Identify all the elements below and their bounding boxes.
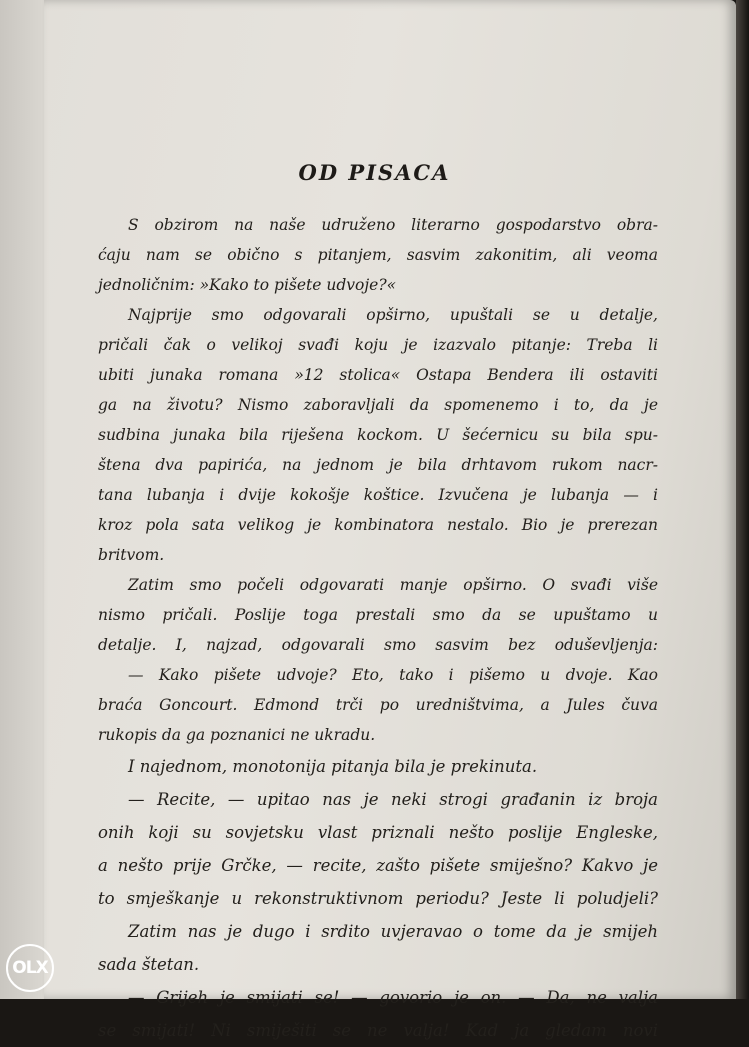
text-line: kroz pola sata velikog je kombinatora nestalo. Bio je prerezan (98, 516, 658, 534)
text-line: se smijati! Ni smiješiti se ne valja! Kad ja gledam novi (98, 1021, 658, 1040)
text-line: rukopis da ga poznanici ne ukradu. (98, 726, 376, 744)
text-line: braća Goncourt. Edmond trči po uredništvima, a Jules čuva (98, 696, 658, 714)
text-line: Zatim smo počeli odgovarati manje opširno. O svađi više (128, 576, 658, 594)
olx-watermark-logo: OLX (6, 944, 54, 992)
text-line: pričali čak o velikoj svađi koju je izazvalo pitanje: Treba li (98, 336, 658, 354)
chapter-title: OD PISACA (298, 160, 451, 185)
text-line: sudbina junaka bila riješena kockom. U šećernicu su bila spu- (98, 426, 658, 444)
text-line: — Grijeh je smijati se! — govorio je on. — Da, ne valja (128, 988, 658, 1007)
text-line: tana lubanja i dvije kokošje koštice. Izvučena je lubanja — i (98, 486, 658, 504)
text-line: britvom. (98, 546, 165, 564)
body-text (98, 210, 658, 1047)
page-edge-shadow (736, 0, 749, 999)
text-line: Zatim nas je dugo i srdito uvjeravao o tome da je smijeh (128, 922, 658, 941)
text-line: jednoličnim: »Kako to pišete udvoje?« (98, 276, 397, 294)
text-line: — Kako pišete udvoje? Eto, tako i pišemo u dvoje. Kao (128, 666, 658, 684)
text-line: I najednom, monotonija pitanja bila je prekinuta. (128, 757, 538, 776)
text-line: detalje. I, najzad, odgovarali smo sasvim bez oduševljenja: (98, 636, 658, 654)
text-line: — Recite, — upitao nas je neki strogi građanin iz broja (128, 790, 658, 809)
text-line: to smješkanje u rekonstruktivnom periodu? Jeste li poludjeli? (98, 889, 658, 908)
text-line: Najprije smo odgovarali opširno, upuštali se u detalje, (128, 306, 658, 324)
text-line: onih koji su sovjetsku vlast priznali nešto poslije Engleske, (98, 823, 658, 842)
text-line: S obzirom na naše udruženo literarno gospodarstvo obra- (128, 216, 658, 234)
text-line: ubiti junaka romana »12 stolica« Ostapa Bendera ili ostaviti (98, 366, 658, 384)
text-line: nismo pričali. Poslije toga prestali smo da se upuštamo u (98, 606, 658, 624)
text-line: štena dva papirića, na jednom je bila drhtavom rukom nacr- (98, 456, 658, 474)
text-line: sada štetan. (98, 955, 200, 974)
text-line: ćaju nam se obično s pitanjem, sasvim zakonitim, ali veoma (98, 246, 658, 264)
text-line: ga na životu? Nismo zaboravljali da spomenemo i to, da je (98, 396, 658, 414)
text-line: a nešto prije Grčke, — recite, zašto pišete smiješno? Kakvo je (98, 856, 658, 875)
